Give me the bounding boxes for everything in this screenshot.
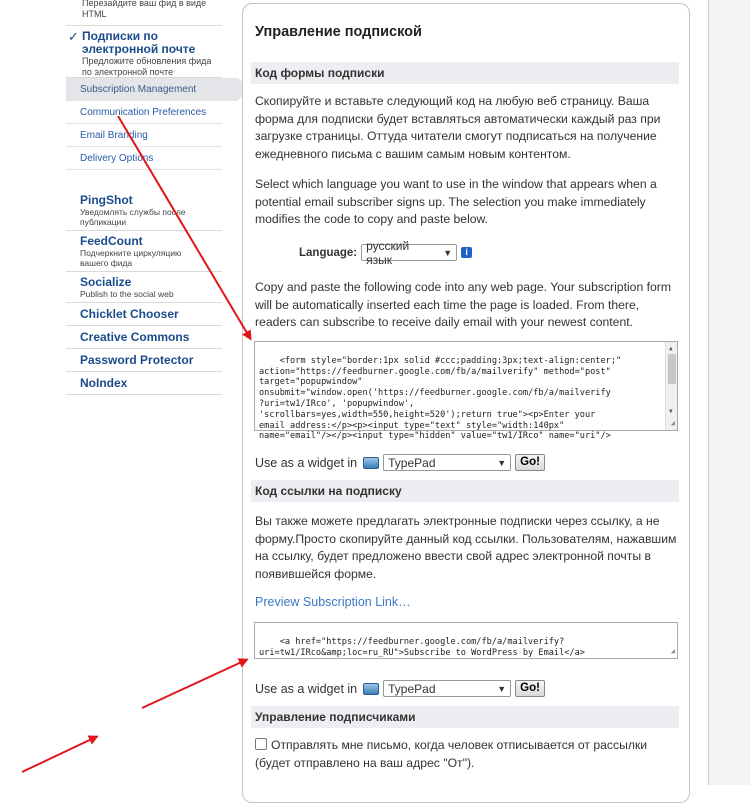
link-code-content: <a href="https://feedburner.google.com/fb/a/mailverify? uri=tw1/IRco&amp;loc=ru_RU">Subscribe to WordPress by Email</a> — [259, 636, 585, 658]
language-intro-text: Select which language you want to use in the window that appears when a potential email subscriber signs up. The selection you make immediately modifies the code to copy and paste below. — [255, 177, 657, 226]
desc-line: вашего фида — [80, 258, 133, 268]
go-button[interactable]: Go! — [515, 680, 545, 697]
widget-label: Use as a widget in — [255, 681, 358, 696]
desc-line: публикации — [80, 217, 127, 227]
checkmark-icon: ✓ — [68, 29, 79, 44]
section-header-link-code: Код ссылки на подписку — [251, 480, 679, 502]
link-code-intro: Вы также можете предлагать электронные подписки через ссылку, а не форму.Просто скопируйте данный код ссылки. Пользователям, нажавшим на ссылку, будет предложено ввести свой адрес электронной почты в появившейся форме. — [255, 514, 677, 581]
form-code-intro-en: Copy and paste the following code into any web page. Your subscription form will be automatically inserted each time the page is loaded. From there, readers can subscribe to receive daily email with your newest content. — [255, 280, 671, 329]
annotation-arrow — [142, 660, 246, 708]
form-code-intro-ru: Скопируйте и вставьте следующий код на любую веб страницу. Ваша форма для подписки будет вставляться автоматически каждый раз при загрузке страницы. Оттуда читатели смогут подписаться на получение ежедневного письма с вашим самым новым контентом. — [255, 94, 661, 161]
annotation-arrow — [22, 737, 96, 772]
sidebar-link-creative-commons[interactable]: Creative Commons — [66, 326, 222, 349]
preview-subscription-link[interactable]: Preview Subscription Link… — [255, 595, 411, 609]
chevron-down-icon: ▼ — [443, 247, 453, 258]
sidebar-subitem-email-branding[interactable]: Email Branding — [66, 124, 222, 147]
sidebar-item-title: FeedCount — [80, 234, 143, 248]
widget-select-value: TypePad — [388, 455, 436, 470]
widget-select-value: TypePad — [388, 681, 436, 696]
widget-label: Use as a widget in — [255, 455, 358, 470]
title-line: Подписки по — [82, 29, 159, 43]
sidebar-desc-line: Перезайдите ваш фид в виде — [82, 0, 207, 8]
desc-line: Подчеркните циркуляцию — [80, 248, 182, 258]
sidebar-subitem-subscription-management[interactable]: Subscription Management — [66, 78, 238, 101]
section-header-form-code: Код формы подписки — [251, 62, 679, 84]
annotation-arrow — [118, 116, 250, 338]
desc-line: Уведомлять службы после — [80, 207, 186, 217]
sidebar-subitem-communication-preferences[interactable]: Communication Preferences — [66, 101, 222, 124]
language-label: Language: — [299, 246, 358, 259]
title-line: электронной почте — [82, 42, 196, 56]
language-select-value: русский язык — [366, 238, 410, 267]
sidebar-subitem-delivery-options[interactable]: Delivery Options — [66, 147, 222, 170]
sidebar-item-title: PingShot — [80, 193, 133, 207]
scroll-down-icon[interactable]: ▼ — [669, 408, 673, 416]
desc-line: по электронной почте — [82, 67, 174, 77]
chevron-down-icon: ▼ — [497, 457, 507, 468]
form-code-content: <form style="border:1px solid #ccc;padding:3px;text-align:center;" action="https://feedburner.google.com/fb/a/mailverify" method="post" target="popupwindow" onsubmit="window.open('https://feedburner.google.com/fb/a/mailverify ?uri=tw1/IRco', 'popupwindow', 'scrollbars=yes,width=550,height=520');return true"><p>Enter your email address:</p><p><input type="text" style="width:140px" name="email"/></p><input type="hidden" value="tw1/IRco" name="uri"/> — [259, 355, 622, 442]
sidebar-link-noindex[interactable]: NoIndex — [66, 372, 222, 395]
go-button[interactable]: Go! — [515, 454, 545, 471]
sidebar-item-desc: Publish to the social web — [80, 289, 174, 299]
sidebar-item-title: Socialize — [80, 275, 132, 289]
resize-handle-icon[interactable]: ◢ — [670, 419, 675, 428]
desc-line: Предложите обновления фида — [82, 56, 212, 66]
sidebar-link-chicklet-chooser[interactable]: Chicklet Chooser — [66, 303, 222, 326]
info-icon[interactable]: i — [461, 247, 472, 258]
section-header-subscribers: Управление подписчиками — [251, 706, 679, 728]
page-title: Управление подпиской — [255, 24, 422, 40]
unsubscribe-notify-label: Отправлять мне письмо, когда человек отписывается от рассылки (будет отправлено на ваш адрес "От"). — [255, 738, 648, 770]
scroll-up-icon[interactable]: ▲ — [669, 345, 673, 352]
chevron-down-icon: ▼ — [497, 683, 507, 694]
resize-handle-icon[interactable]: ◢ — [670, 647, 675, 656]
sidebar-desc-line: HTML — [82, 9, 107, 19]
sidebar-link-password-protector[interactable]: Password Protector — [66, 349, 222, 372]
